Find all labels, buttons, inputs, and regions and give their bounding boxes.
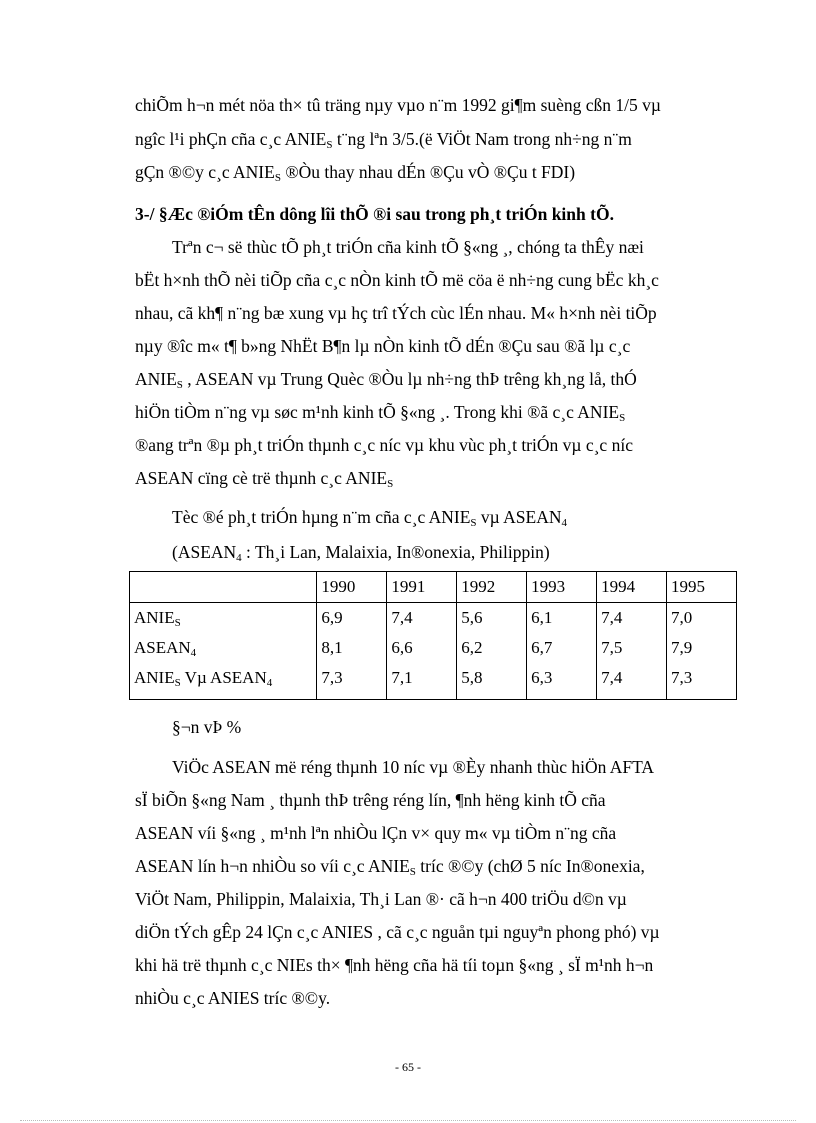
paragraph-line: ViÖt Nam, Philippin, Malaixia, Th¸i Lan ®· cã h¬n 400 triÖu d©n vµ (135, 889, 627, 909)
paragraph-line: bËt h×nh thÕ nèi tiÕp cña c¸c nÒn kinh tÕ më cöa ë nh÷ng cung bËc kh¸c (135, 270, 659, 290)
page-number: - 65 - (395, 1060, 421, 1074)
paragraph-line: khi hä trë thµnh c¸c NIEs th× ¶nh hëng cña hä tíi toµn §«ng ¸ sÏ m¹nh h¬n (135, 955, 654, 975)
table-caption: Tèc ®é ph¸t triÓn hµng n¨m cña c¸c $ANIE_S$ vµ $ASEAN_4$ (172, 507, 568, 529)
table-legend: ($ASEAN_4$ : Th¸i Lan, Malaixia, In®onexia, Philippin) (172, 542, 550, 564)
paragraph-line: Trªn c¬ së thùc tÕ ph¸t triÓn cña kinh tÕ §«ng ¸, chóng ta thÊy næi (172, 237, 644, 257)
table-row (130, 633, 737, 663)
row-label: $ANIE_S$ Vµ $ASEAN_4$ (130, 663, 317, 700)
paragraph-line: ngîc l¹i phÇn cña c¸c $ANIE_S$ t¨ng lªn 3/5.(ë ViÖt Nam trong nh÷ng n¨m (135, 129, 632, 151)
paragraph-line: ®ang trªn ®µ ph¸t triÓn thµnh c¸c níc vµ khu vùc ph¸t triÓn vµ c¸c níc (135, 435, 633, 455)
table-cell: 7,0 (667, 603, 737, 634)
paragraph-line: nµy ®îc m« t¶ b»ng NhËt B¶n lµ nÒn kinh tÕ dÉn ®Çu sau ®ã lµ c¸c (135, 336, 631, 356)
year-header: 1992 (457, 572, 527, 603)
paragraph-line: gÇn ®©y c¸c $ANIE_S$ ®Òu thay nhau dÉn ®Çu vÒ ®Çu t FDI) (135, 162, 576, 184)
paragraph-line: sÏ biÕn §«ng Nam ¸ thµnh thÞ trêng réng lín, ¶nh hëng kinh tÕ cña (135, 790, 606, 810)
paragraph-line: hiÖn tiÒm n¨ng vµ søc m¹nh kinh tÕ §«ng ¸. Trong khi ®ã c¸c $ANIE_S$ (135, 402, 626, 424)
table-row (130, 663, 737, 700)
year-header: 1990 (317, 572, 387, 603)
paragraph-line: nhiÒu c¸c ANIES tríc ®©y. (135, 988, 331, 1008)
table-cell: 6,3 (527, 663, 597, 700)
year-header: 1994 (597, 572, 667, 603)
paragraph-line: $ANIE_S$ , ASEAN vµ Trung Quèc ®Òu lµ nh÷ng thÞ trêng kh¸ng lå, thÓ (135, 369, 637, 391)
growth-table (129, 571, 737, 700)
table-cell: 7,4 (597, 603, 667, 634)
year-header: 1993 (527, 572, 597, 603)
paragraph-line: diÖn tÝch gÊp 24 lÇn c¸c ANIES , cã c¸c nguån tµi nguyªn phong phó) vµ (135, 922, 660, 942)
row-label: $ANIE_S$ (130, 603, 317, 634)
section-heading: 3-/ §Æc ®iÓm tÊn dông lîi thÕ ®i sau trong ph¸t triÓn kinh tÕ. (135, 204, 614, 224)
table-cell: 8,1 (317, 633, 387, 663)
table-cell: 7,9 (667, 633, 737, 663)
year-header: 1991 (387, 572, 457, 603)
table-cell: 6,9 (317, 603, 387, 634)
table-cell: 5,6 (457, 603, 527, 634)
table-cell: 6,6 (387, 633, 457, 663)
table-cell: 5,8 (457, 663, 527, 700)
paragraph-line: ASEAN lín h¬n nhiÒu so víi c¸c $ANIE_S$ tríc ®©y (chØ 5 níc In®onexia, (135, 856, 645, 878)
paragraph-line: nhau, cã kh¶ n¨ng bæ xung vµ hç trî tÝch cùc lÉn nhau. M« h×nh nèi tiÕp (135, 303, 657, 323)
paragraph-line: ASEAN cïng cè trë thµnh c¸c $ANIE_S$ (135, 468, 394, 490)
table-cell: 7,3 (317, 663, 387, 700)
row-label: $ASEAN_4$ (130, 633, 317, 663)
table-cell: 7,5 (597, 633, 667, 663)
table-cell: 7,4 (597, 663, 667, 700)
paragraph-line: chiÕm h¬n mét nöa th× tû träng nµy vµo n¨m 1992 gi¶m suèng cßn 1/5 vµ (135, 95, 661, 115)
year-header: 1995 (667, 572, 737, 603)
table-cell: 6,7 (527, 633, 597, 663)
table-cell: 7,3 (667, 663, 737, 700)
paragraph-line: ASEAN víi §«ng ¸ m¹nh lªn nhiÒu lÇn v× quy m« vµ tiÒm n¨ng cña (135, 823, 617, 843)
unit-note: §¬n vÞ % (172, 717, 242, 737)
table-cell: 6,2 (457, 633, 527, 663)
table-cell: 7,1 (387, 663, 457, 700)
table-cell: 7,4 (387, 603, 457, 634)
table-corner-cell (130, 572, 317, 603)
table-row (130, 603, 737, 634)
paragraph-line: ViÖc ASEAN më réng thµnh 10 níc vµ ®Èy nhanh thùc hiÖn AFTA (172, 757, 655, 777)
table-cell: 6,1 (527, 603, 597, 634)
table-header-row (130, 572, 737, 603)
page-edge-divider (20, 1120, 796, 1121)
